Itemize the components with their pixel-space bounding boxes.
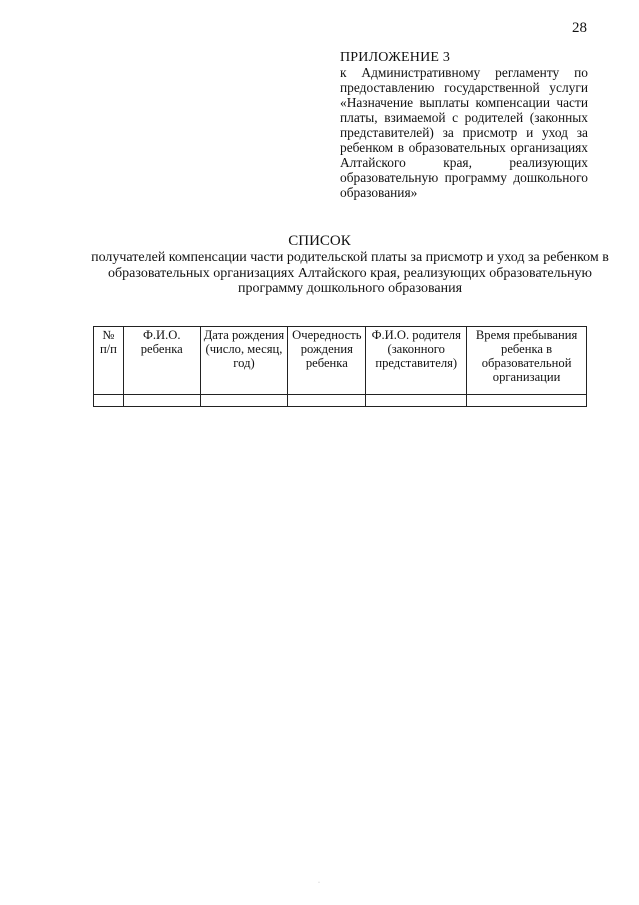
table-cell [123,395,200,407]
list-title: СПИСОК [288,233,351,249]
scan-speck: · [318,880,320,886]
table-row [94,395,587,407]
header-number: № п/п [94,327,124,395]
table-cell [288,395,366,407]
table-cell [366,395,467,407]
appendix-title: ПРИЛОЖЕНИЕ 3 [340,50,451,65]
list-subtitle: получателей компенсации части родительской платы за присмотр и уход за ребенком в образовательных организациях Алтайского края, реализующих образовательную программу дошкольного образования [91,250,609,296]
table-cell [467,395,587,407]
table-cell [94,395,124,407]
appendix-text: к Административному регламенту по предоставлению государственной услуги «Назначение выплаты компенсации части платы, взимаемой с родителей (законных представителей) за присмотр и уход за ребенком в образовательных организациях Алтайского края, реализующих образовательную программу дошкольного образования» [340,65,588,200]
table-cell [200,395,288,407]
header-birth-date: Дата рождения (число, месяц, год) [200,327,288,395]
header-child-name: Ф.И.О. ребенка [123,327,200,395]
header-birth-order: Очередность рождения ребенка [288,327,366,395]
header-stay-time: Время пребывания ребенка в образовательной организации [467,327,587,395]
appendix-block [340,50,588,200]
recipients-table [93,326,587,407]
table-header-row [94,327,587,395]
header-parent-name: Ф.И.О. родителя (законного представителя) [366,327,467,395]
page-number: 28 [572,20,587,36]
